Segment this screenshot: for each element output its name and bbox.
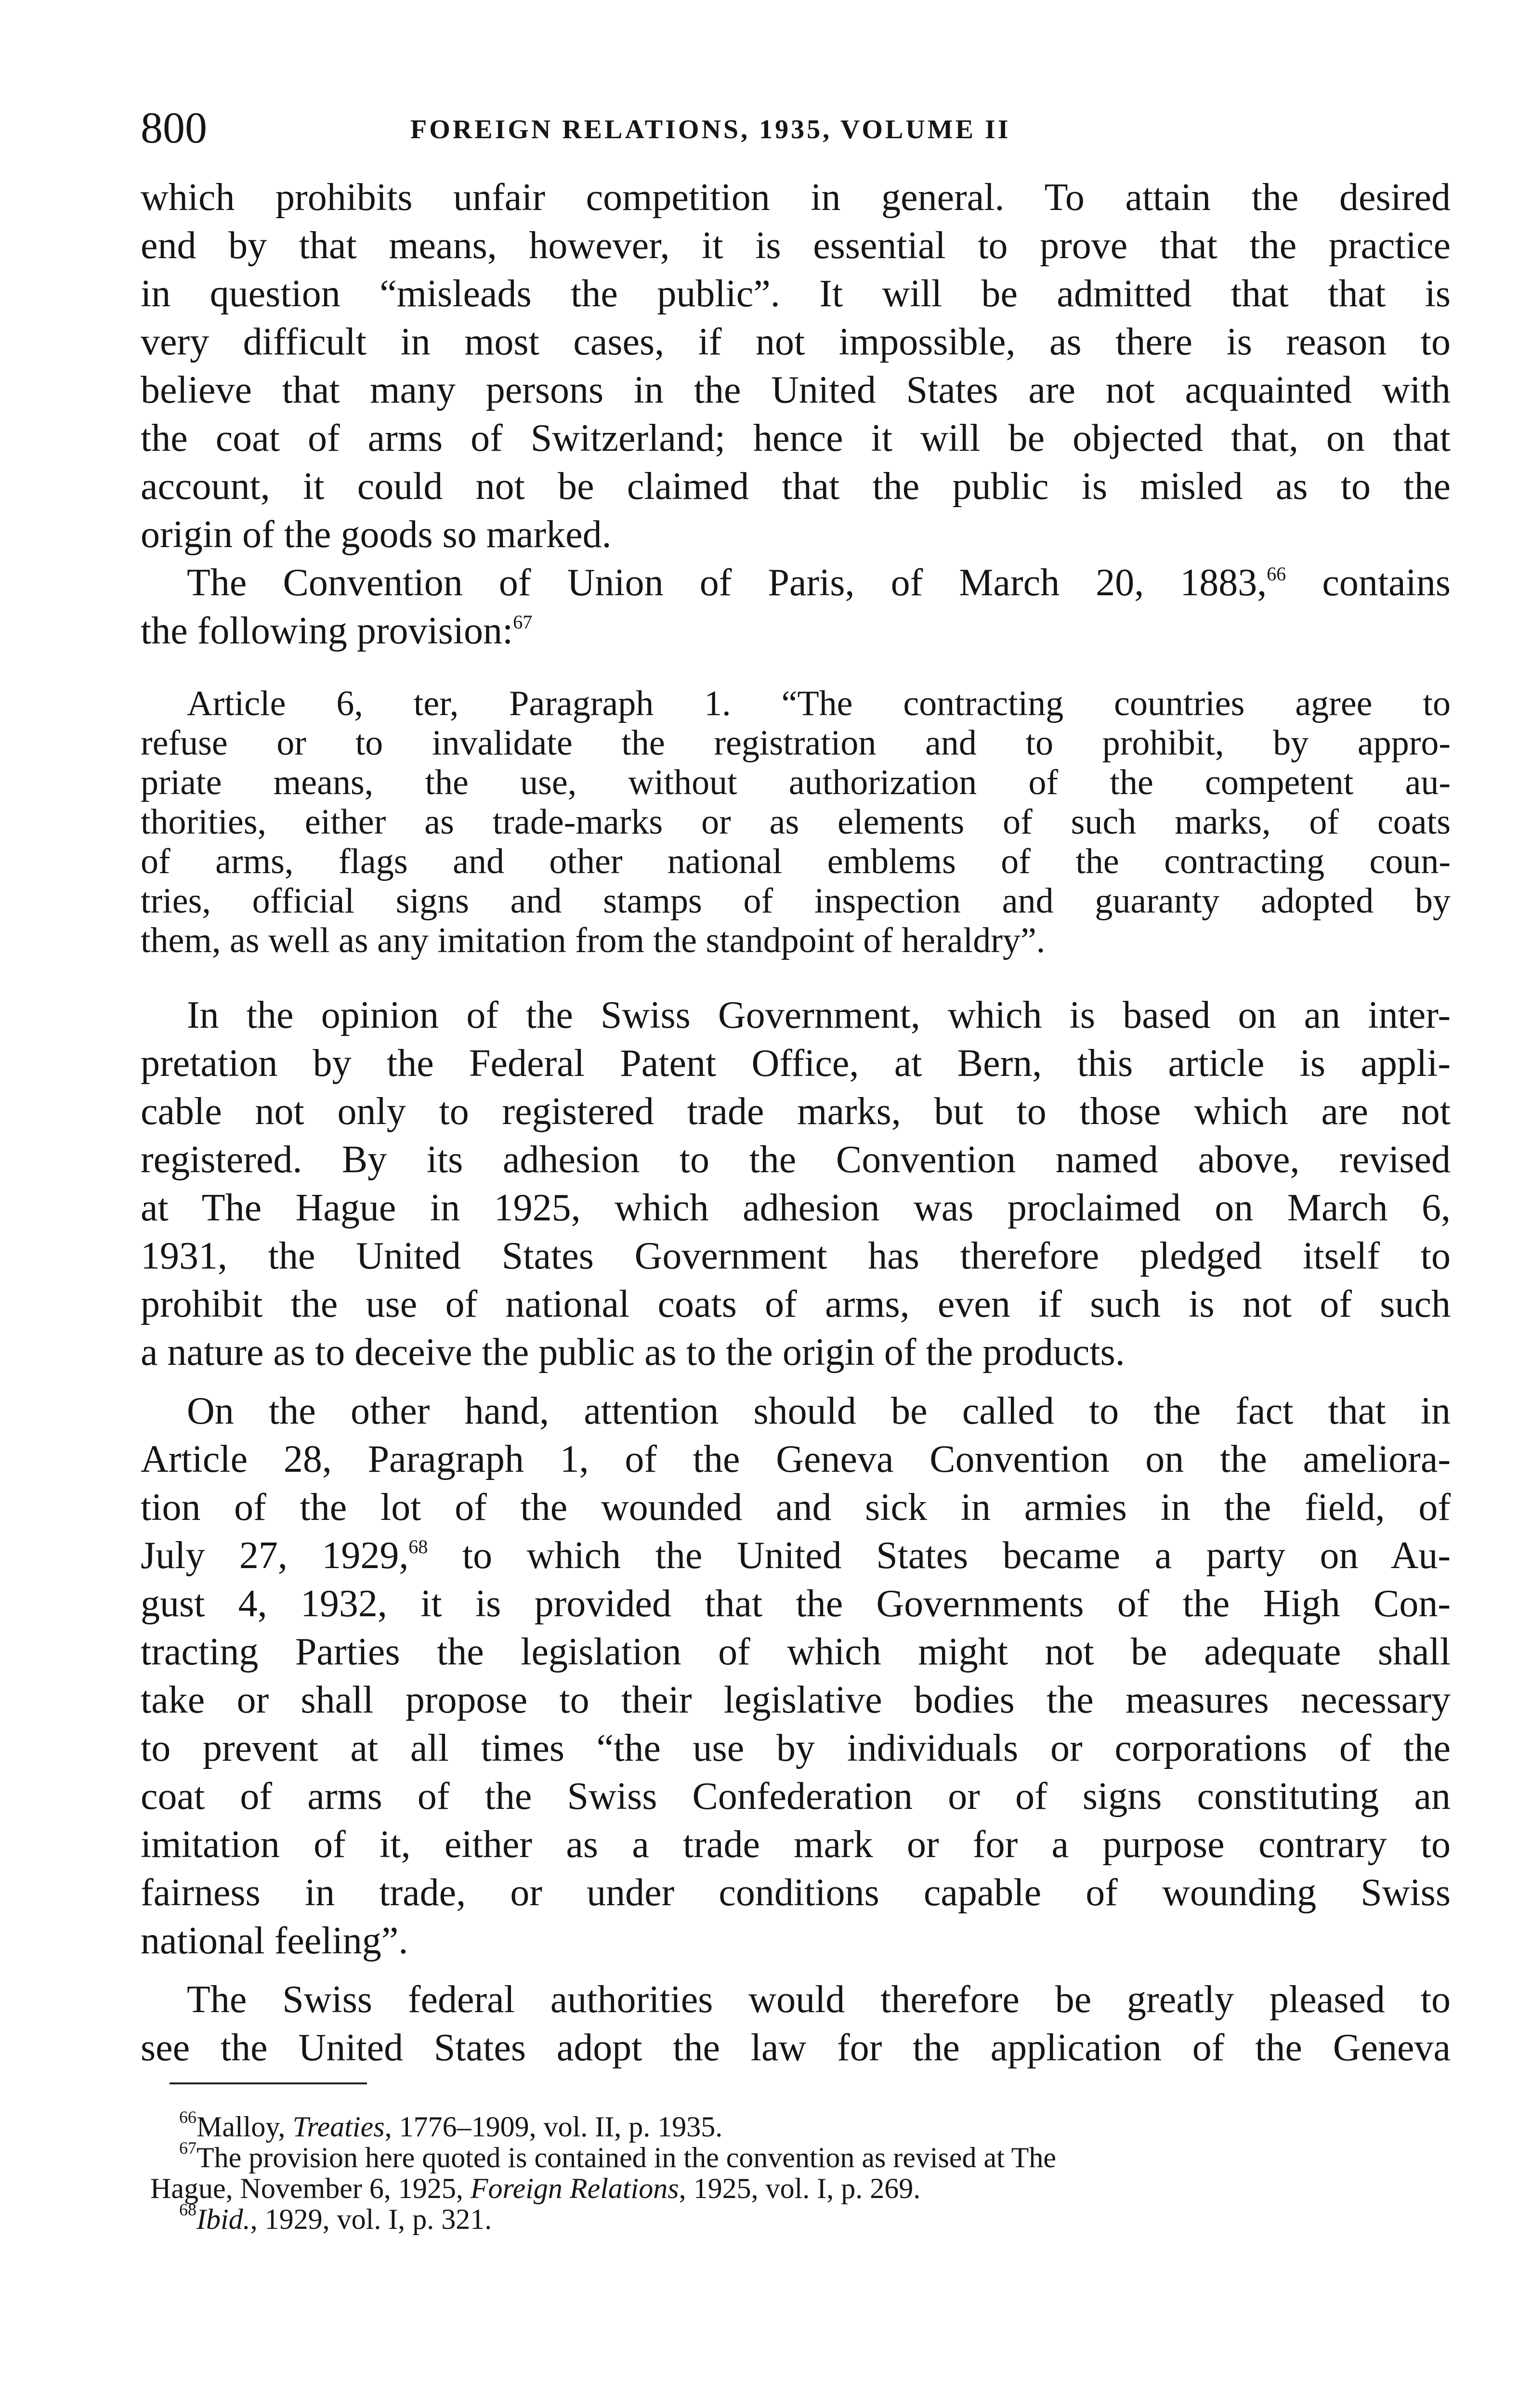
page-number: 800	[141, 103, 207, 152]
text-line: Article 28, Paragraph 1, of the Geneva Convention on the ameliora-	[141, 1438, 1451, 1480]
text-line: in question “misleads the public”. It will be admitted that that is	[141, 273, 1451, 315]
text-segment: Malloy,	[196, 2111, 293, 2143]
quote-line: priate means, the use, without authorization of the competent au-	[141, 763, 1451, 802]
footnote-68	[179, 2199, 1451, 2235]
italic-title: Ibid.	[196, 2203, 250, 2235]
text-line	[141, 1531, 1451, 1580]
text-line: a nature as to deceive the public as to the origin of the products.	[141, 1331, 1125, 1374]
text-line: origin of the goods so marked.	[141, 513, 612, 556]
footnote-ref-68: 68	[408, 1535, 428, 1557]
footnote-marker: 68	[179, 2199, 196, 2219]
text-line: fairness in trade, or under conditions capable of wounding Swiss	[141, 1871, 1451, 1914]
paragraph-1	[141, 173, 1451, 559]
text-line: In the opinion of the Swiss Government, which is based on an inter-	[187, 994, 1451, 1036]
text-segment: to which the United States became a party on Au-	[428, 1534, 1451, 1577]
footnotes	[150, 2107, 1451, 2235]
footnote-66	[179, 2107, 1451, 2143]
text-line: coat of arms of the Swiss Confederation or of signs constituting an	[141, 1775, 1451, 1818]
text-line: the coat of arms of Switzerland; hence it will be objected that, on that	[141, 417, 1451, 459]
footnote-67-continuation	[150, 2173, 1451, 2204]
footnote-ref-67: 67	[513, 611, 533, 633]
text-line: 1931, the United States Government has therefore pledged itself to	[141, 1235, 1451, 1277]
text-segment: contains	[1286, 562, 1451, 604]
text-line: to prevent at all times “the use by individuals or corporations of the	[141, 1727, 1451, 1769]
text-line: cable not only to registered trade marks, but to those which are not	[141, 1090, 1451, 1133]
running-head	[141, 96, 1402, 159]
text-segment: The provision here quoted is contained in the convention as revised at The	[196, 2142, 1057, 2173]
quote-line: thorities, either as trade-marks or as elements of such marks, of coats	[141, 802, 1451, 842]
text-line	[141, 559, 1451, 607]
text-line: prohibit the use of national coats of arms, even if such is not of such	[141, 1283, 1451, 1325]
footnote-67	[179, 2138, 1451, 2173]
italic-title: Foreign Relations	[470, 2172, 679, 2204]
paragraph-2	[141, 559, 1451, 655]
text-line: national feeling”.	[141, 1920, 408, 1962]
paragraph-3	[141, 991, 1451, 1376]
text-line: take or shall propose to their legislative bodies the measures necessary	[141, 1679, 1451, 1721]
quote-line: Article 6, ter, Paragraph 1. “The contracting countries agree to	[187, 684, 1451, 723]
text-line: pretation by the Federal Patent Office, at Bern, this article is appli-	[141, 1042, 1451, 1085]
text-line: end by that means, however, it is essential to prove that the practice	[141, 224, 1451, 267]
footnote-ref-66: 66	[1267, 563, 1286, 585]
text-line: which prohibits unfair competition in general. To attain the desired	[141, 176, 1451, 219]
footnote-marker: 66	[179, 2107, 196, 2127]
footnote-marker: 67	[179, 2138, 196, 2158]
footnote-divider	[170, 2082, 367, 2084]
text-line: tracting Parties the legislation of which might not be adequate shall	[141, 1631, 1451, 1673]
text-line: at The Hague in 1925, which adhesion was proclaimed on March 6,	[141, 1187, 1451, 1229]
text-line: imitation of it, either as a trade mark or for a purpose contrary to	[141, 1823, 1451, 1866]
text-line	[141, 607, 1451, 655]
quote-line: them, as well as any imitation from the standpoint of heraldry”.	[141, 921, 1046, 960]
quote-line: refuse or to invalidate the registration and to prohibit, by appro-	[141, 723, 1451, 763]
quote-line: tries, official signs and stamps of inspection and guaranty adopted by	[141, 881, 1451, 921]
text-line: The Swiss federal authorities would therefore be greatly pleased to	[187, 1978, 1451, 2021]
block-quote	[141, 684, 1451, 960]
text-line: registered. By its adhesion to the Convention named above, revised	[141, 1139, 1451, 1181]
text-segment: The Convention of Union of Paris, of March 20, 1883,	[187, 562, 1267, 604]
paragraph-4	[141, 1387, 1451, 1965]
text-segment: , 1776–1909, vol. II, p. 1935.	[384, 2111, 723, 2143]
text-line: On the other hand, attention should be called to the fact that in	[187, 1390, 1451, 1432]
body-text	[141, 173, 1451, 2072]
text-segment: , 1929, vol. I, p. 321.	[250, 2203, 492, 2235]
text-segment: Hague, November 6, 1925,	[150, 2172, 471, 2204]
text-segment: July 27, 1929,	[141, 1534, 409, 1577]
running-head-title: FOREIGN RELATIONS, 1935, VOLUME II	[410, 115, 1011, 144]
text-line: tion of the lot of the wounded and sick in armies in the field, of	[141, 1486, 1451, 1529]
text-segment: , 1925, vol. I, p. 269.	[679, 2172, 921, 2204]
text-line: very difficult in most cases, if not impossible, as there is reason to	[141, 321, 1451, 363]
text-segment: the following provision:	[141, 610, 513, 652]
quote-line: of arms, flags and other national emblems of the contracting coun-	[141, 842, 1451, 881]
text-line: gust 4, 1932, it is provided that the Governments of the High Con-	[141, 1583, 1451, 1625]
paragraph-5	[141, 1976, 1451, 2072]
text-line: account, it could not be claimed that the public is misled as to the	[141, 465, 1451, 508]
text-line: believe that many persons in the United States are not acquainted with	[141, 369, 1451, 411]
italic-title: Treaties	[292, 2111, 385, 2143]
text-line: see the United States adopt the law for the application of the Geneva	[141, 2027, 1451, 2069]
